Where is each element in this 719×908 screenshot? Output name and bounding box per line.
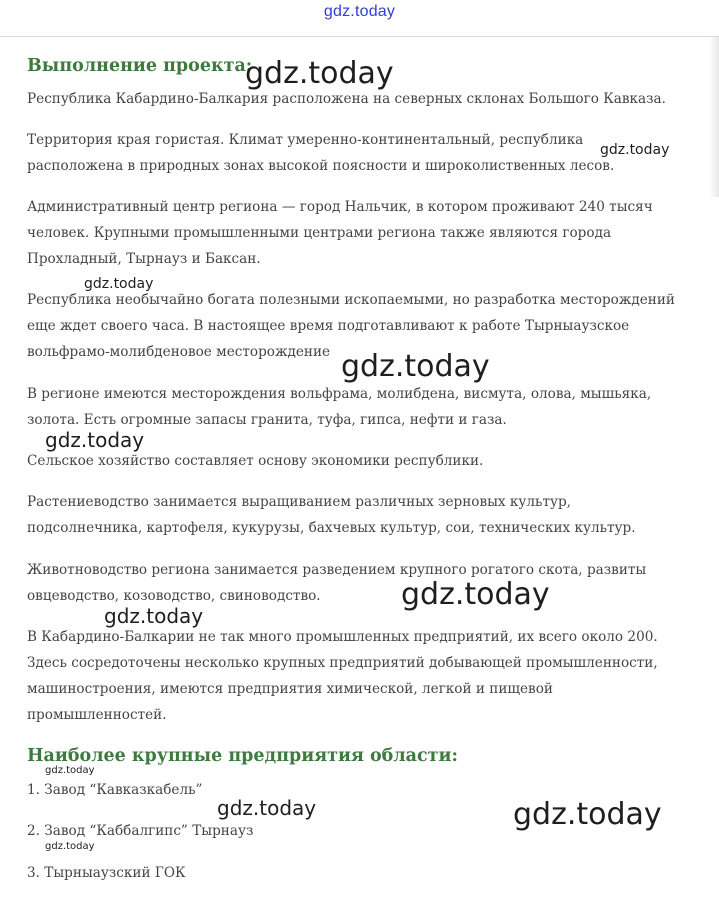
text-line: вольфрамо-молибденовое месторождение — [27, 344, 331, 360]
text-line: подсолнечника, картофеля, кукурузы, бахчевых культур, сои, технических культур. — [27, 520, 636, 536]
enterprise-item-2 — [27, 818, 707, 844]
watermark: gdz.today — [45, 765, 95, 776]
text-line: овцеводство, козоводство, свиноводство. — [27, 588, 321, 604]
section-heading-project: Выполнение проекта: — [27, 56, 253, 76]
text-line: Животноводство региона занимается разведением крупного рогатого скота, развиты — [27, 562, 647, 578]
watermark: gdz.today — [513, 797, 662, 832]
paragraph-industry — [27, 624, 707, 728]
enterprise-item-1 — [27, 777, 707, 803]
text-line: золота. Есть огромные запасы гранита, туфа, гипса, нефти и газа. — [27, 412, 507, 428]
list-item: 1. Завод “Кавказкабель” — [27, 782, 203, 798]
watermark: gdz.today — [104, 604, 204, 628]
watermark: gdz.today — [341, 349, 490, 384]
text-line: промышленностей. — [27, 707, 167, 723]
paragraph-location — [27, 86, 707, 112]
site-logo[interactable]: gdz.today — [323, 3, 396, 20]
text-line: Сельское хозяйство составляет основу экономики республики. — [27, 453, 484, 469]
watermark: gdz.today — [217, 796, 317, 820]
paragraph-crops — [27, 489, 707, 541]
text-line: В Кабардино-Балкарии не так много промышленных предприятий, их всего около 200. — [27, 629, 658, 645]
paragraph-agriculture — [27, 448, 707, 474]
text-line: человек. Крупными промышленными центрами региона также являются города — [27, 225, 612, 241]
watermark: gdz.today — [245, 56, 394, 91]
paragraph-livestock — [27, 557, 707, 609]
watermark: gdz.today — [84, 276, 154, 292]
paragraph-deposits — [27, 381, 707, 433]
text-line: Республика необычайно богата полезными ископаемыми, но разработка месторождений — [27, 292, 675, 308]
text-line: расположена в природных зонах высокой поясности и широколиственных лесов. — [27, 158, 615, 174]
paragraph-territory — [27, 127, 707, 179]
text-line: Территория края гористая. Климат умеренно-континентальный, республика — [27, 132, 584, 148]
list-item: 3. Тырныаузский ГОК — [27, 865, 186, 881]
text-line: Здесь сосредоточены несколько крупных предприятий добывающей промышленности, — [27, 655, 658, 671]
sidebar-edge — [709, 37, 719, 197]
text-line: Растениеводство занимается выращиванием различных зерновых культур, — [27, 494, 571, 510]
text-line: еще ждет своего часа. В настоящее время подготавливают к работе Тырныаузское — [27, 318, 630, 334]
paragraph-minerals — [27, 287, 707, 365]
text-line: Прохладный, Тырнауз и Баксан. — [27, 251, 261, 267]
enterprise-item-3 — [27, 860, 707, 886]
text-line: машиностроения, имеются предприятия химической, легкой и пищевой — [27, 681, 553, 697]
text-line: Республика Кабардино-Балкария расположена на северных склонах Большого Кавказа. — [27, 91, 666, 107]
text-line: В регионе имеются месторождения вольфрама, молибдена, висмута, олова, мышьяка, — [27, 386, 652, 402]
list-item: 2. Завод “Каббалгипс” Тырнауз — [27, 823, 254, 839]
watermark: gdz.today — [45, 428, 145, 452]
section-heading-enterprises: Наиболее крупные предприятия области: — [27, 746, 458, 766]
text-line: Административный центр региона — город Нальчик, в котором проживают 240 тысяч — [27, 199, 653, 215]
header-divider — [0, 36, 719, 37]
watermark: gdz.today — [45, 841, 95, 852]
watermark: gdz.today — [401, 577, 550, 612]
watermark: gdz.today — [600, 142, 670, 158]
paragraph-capital — [27, 194, 707, 272]
